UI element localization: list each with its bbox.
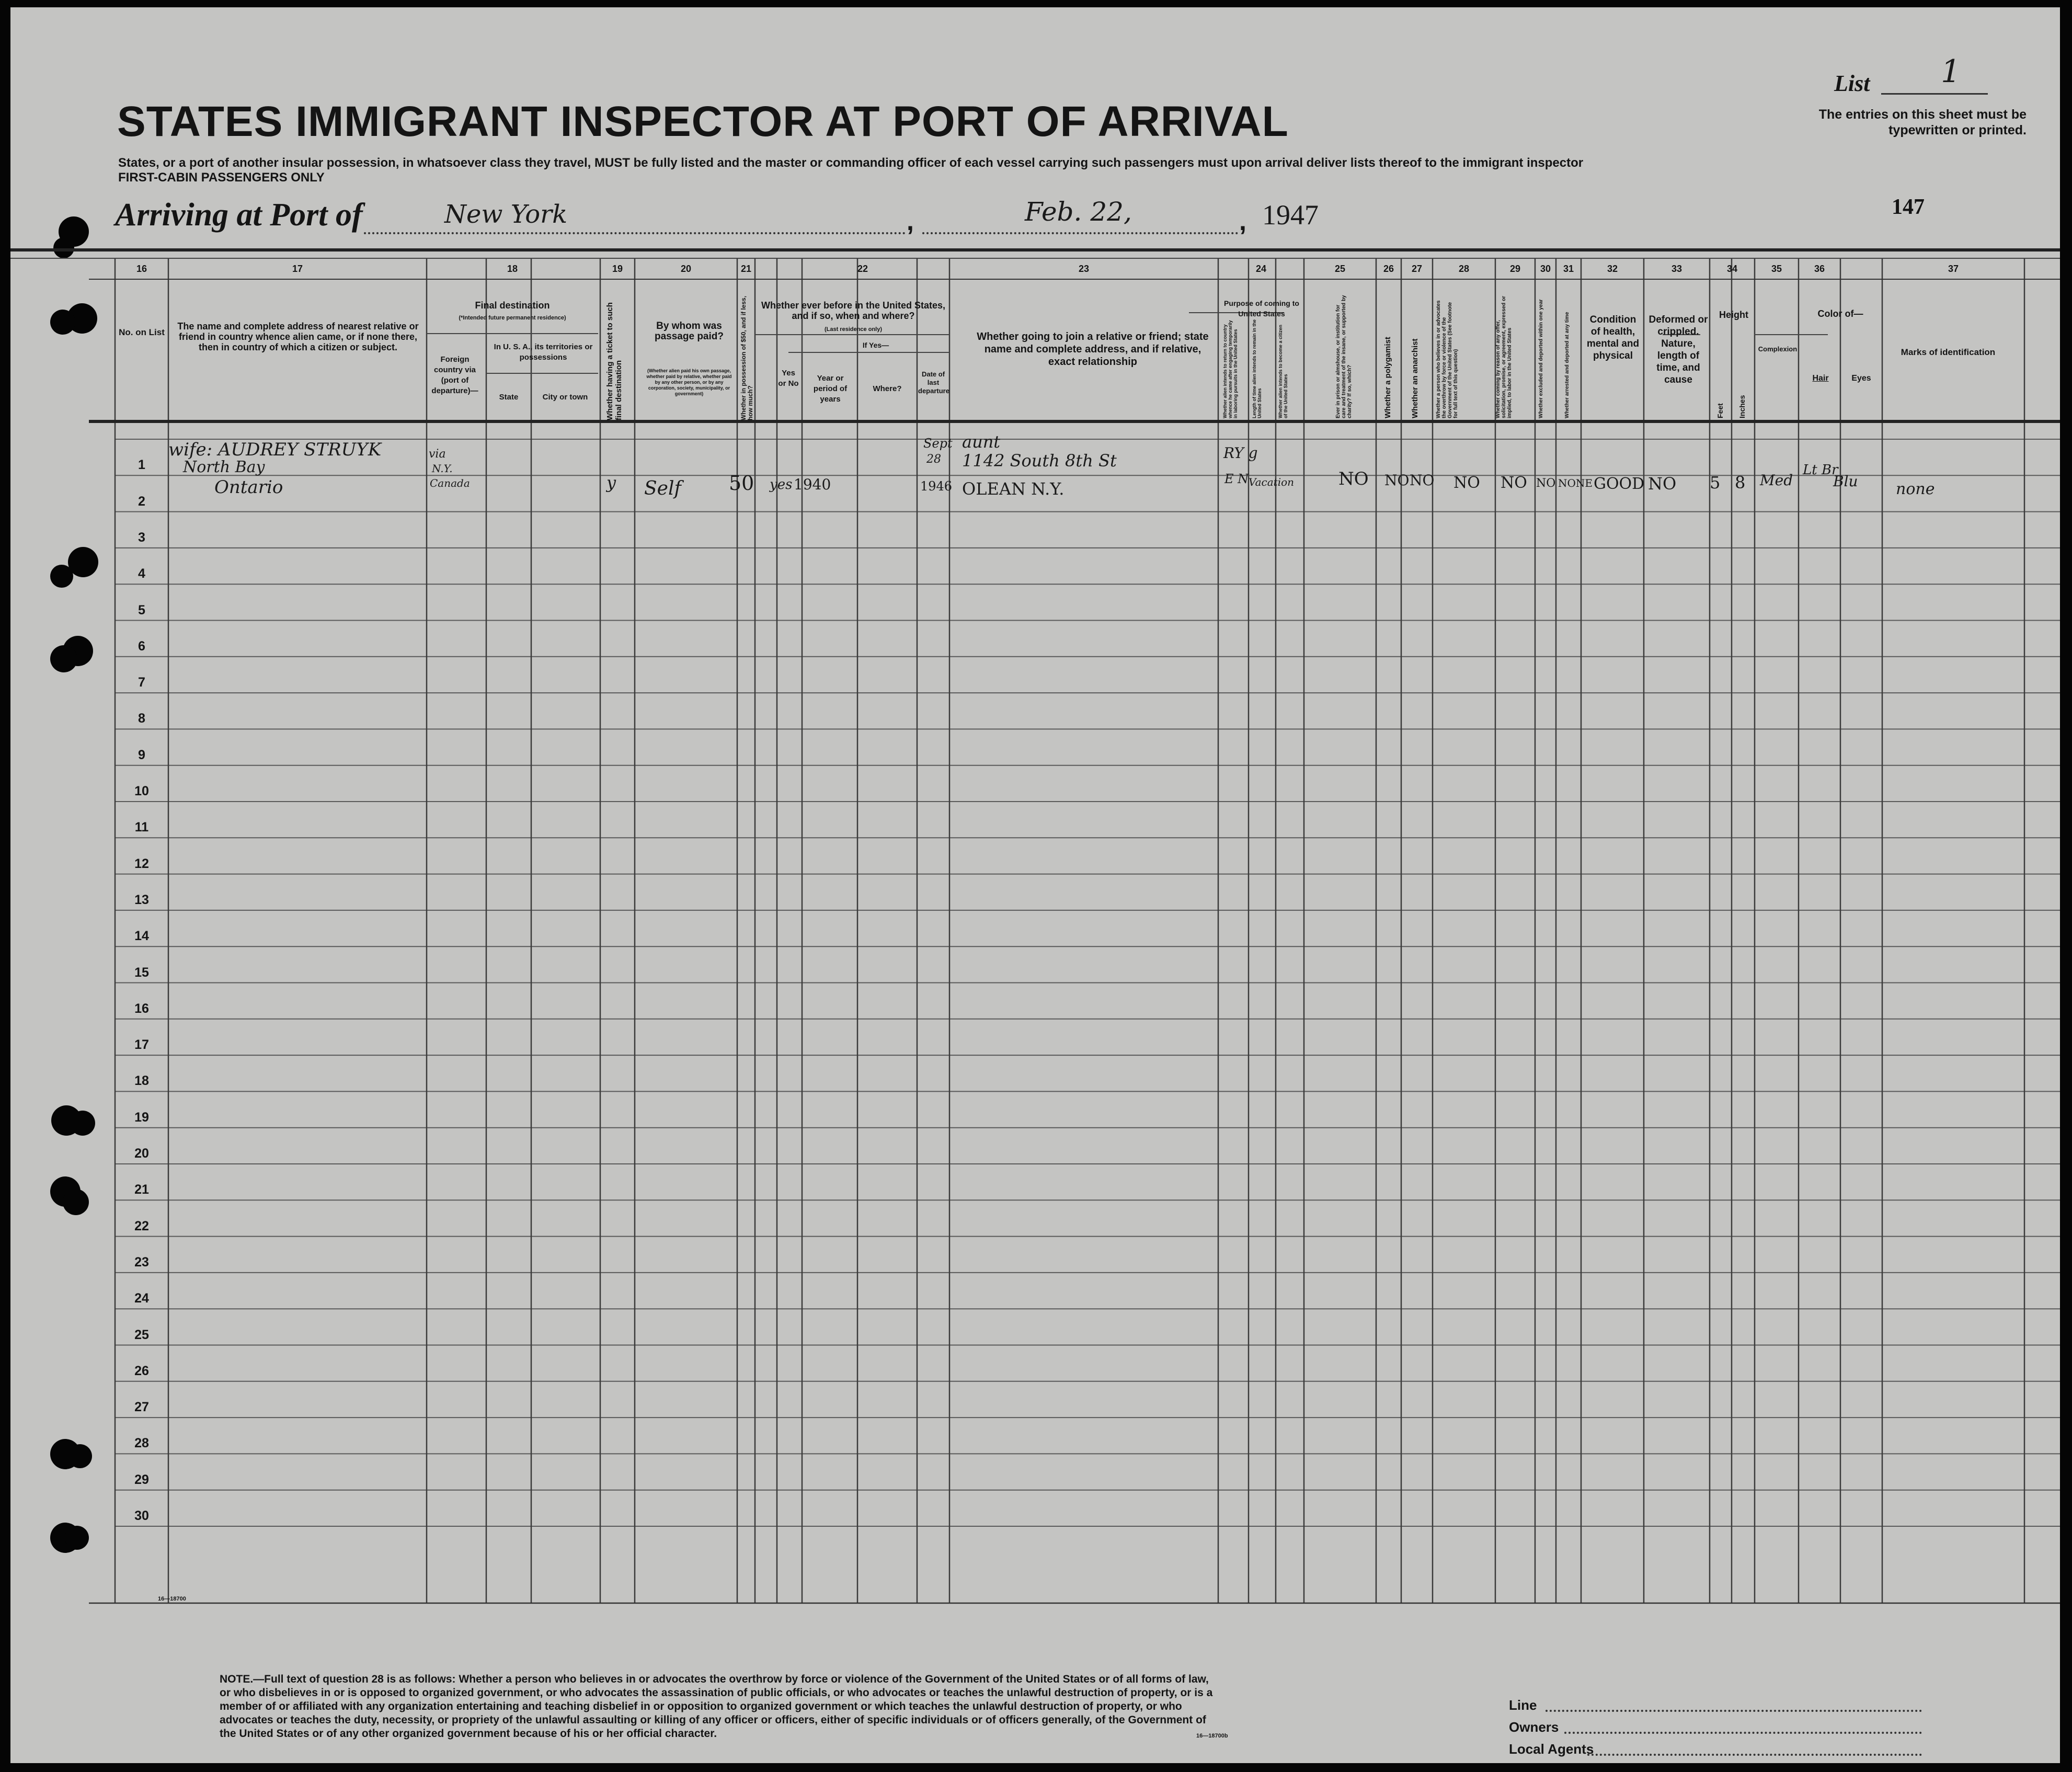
port-value: New York: [444, 200, 568, 229]
list-number: 1: [1941, 53, 1961, 90]
row-number: 24: [134, 1291, 149, 1306]
relative-name: wife: AUDREY STRUYK: [168, 439, 382, 460]
joining-street: 1142 South 8th St: [962, 451, 1117, 471]
col18-city: City or town: [542, 393, 588, 402]
column-number: 24: [1255, 264, 1267, 274]
first-cabin-note: FIRST-CABIN PASSENGERS ONLY: [118, 170, 325, 185]
c29-value: NO: [1501, 474, 1527, 492]
manifest-sheet: [10, 7, 2060, 1763]
relative-province: Ontario: [214, 477, 283, 498]
column-number: 17: [292, 264, 303, 274]
destination-country: Canada: [430, 477, 470, 489]
row-number: 1: [138, 458, 145, 473]
column-number: 21: [740, 264, 752, 274]
instruction-line: States, or a port of another insular possession, in whatsoever class they travel, MUST be fully listed and the master or commanding officer of each vessel carrying such passengers must upon arrival deliver lists thereof to the immigrant inspector: [118, 156, 1584, 170]
col34-feet: Feet: [1716, 403, 1724, 418]
ticket-value: y: [606, 473, 616, 493]
marks-value: none: [1896, 480, 1935, 498]
year-value: 1940: [794, 476, 831, 493]
line-field: [1546, 1710, 1922, 1712]
col37-header: Marks of identification: [1901, 347, 1996, 357]
col30-header: Whether excluded and deported within one year: [1538, 299, 1544, 418]
manifest-grid: [10, 7, 2060, 1763]
col32-header: Condition of health, mental and physical: [1586, 314, 1640, 361]
col27-header: Whether an anarchist: [1411, 338, 1420, 418]
row-number: 16: [134, 1001, 149, 1016]
row-number: 11: [134, 820, 149, 835]
col17-header: The name and complete address of nearest relative or friend in country whence alien came, or if none there, then in country of which a citizen or subject.: [177, 321, 419, 352]
column-number: 31: [1563, 264, 1574, 274]
row-number: 5: [138, 602, 145, 618]
col33-header: Deformed or crippled. Nature, length of time, and cause: [1649, 314, 1708, 385]
row-number: 17: [134, 1037, 149, 1053]
col36-header: Color of—: [1817, 308, 1863, 319]
owners-label: Owners: [1509, 1719, 1559, 1735]
form-code: 16—18700: [158, 1596, 186, 1602]
col24a-header: Whether alien intends to return to country whence he came after engaging temporarily in laboring pursuits in the United States: [1222, 320, 1238, 418]
row-number: 9: [138, 747, 145, 762]
row-number: 21: [134, 1182, 149, 1197]
row-number: 8: [138, 711, 145, 726]
col22-ifyes: If Yes—: [862, 341, 889, 349]
agents-field: [1587, 1754, 1922, 1756]
column-number: 27: [1411, 264, 1423, 274]
column-number: 35: [1771, 264, 1782, 274]
row-number: 22: [134, 1218, 149, 1233]
col22-header: Whether ever before in the United States, and if so, when and where?: [761, 300, 946, 321]
paid-by-value: Self: [644, 478, 681, 499]
column-number: 16: [136, 264, 147, 274]
agents-label: Local Agents: [1509, 1741, 1594, 1757]
list-label: List: [1834, 71, 1870, 96]
entries-note: The entries on this sheet must be typewritten or printed.: [1818, 107, 2027, 138]
col24c-header: Whether alien intends to become a citizen of the United States: [1278, 324, 1288, 418]
row-number: 3: [138, 530, 145, 545]
c25-value: NO: [1338, 468, 1369, 489]
sheet-number: 147: [1892, 195, 1925, 219]
c30-value: NO: [1536, 477, 1556, 490]
departure-day: 28: [926, 453, 941, 466]
height-feet: 5: [1710, 473, 1721, 493]
page-title: STATES IMMIGRANT INSPECTOR AT PORT OF ARRIVAL: [117, 98, 1289, 145]
col19-header: Whether having a ticket to such final destination: [605, 302, 623, 420]
eyes-value: Blu: [1833, 473, 1858, 490]
form-code: 16—18700b: [1196, 1733, 1228, 1739]
col22-yesno: Yes or No: [778, 369, 799, 388]
row-number: 18: [134, 1073, 149, 1089]
year-value: 1947: [1262, 199, 1319, 231]
height-inches: 8: [1735, 473, 1746, 493]
column-number: 36: [1814, 264, 1825, 274]
row-number: 10: [134, 784, 149, 798]
column-number: 19: [612, 264, 623, 274]
before-in-us: yes: [770, 477, 793, 493]
column-number: 32: [1607, 264, 1618, 274]
col35-header: Complexion: [1758, 345, 1798, 353]
col23-header: Whether going to join a relative or friend; state name and complete address, and if relative, exact relationship: [977, 331, 1209, 368]
column-number: 18: [507, 264, 518, 274]
deformed-value: NO: [1648, 474, 1677, 494]
row-number: 29: [134, 1472, 149, 1487]
column-number: 22: [857, 264, 868, 274]
money-value: 50: [729, 472, 754, 495]
column-number: 30: [1540, 264, 1551, 274]
row-number: 15: [134, 965, 149, 980]
comma: ,: [1239, 207, 1246, 236]
col22-date: Date of last departure: [918, 370, 949, 395]
col34-inches: Inches: [1738, 395, 1746, 418]
col28-header: Whether a person who believes in or advocates the overthrow by force or violence of the Government of the United States (See footnote for full text of this question): [1436, 300, 1459, 418]
line-label: Line: [1509, 1697, 1537, 1713]
col16-header: No. on List: [119, 327, 165, 337]
footnote-q28: NOTE.—Full text of question 28 is as follows: Whether a person who believes in or advocates the overthrow by force or violence of the Government of the United States or of all forms of law, or who disbelieves in or is opposed to organized government, or who advocates the assassination of public officials, or who advocates or teaches the unlawful destruction of property, or is a member of or affiliated with any organization entertaining and teaching disbelief in or opposition to organized government or which teaches the unlawful destruction of property, or who advocates or teaches the duty, necessity, or propriety of the unlawful assaulting or killing of any officer or officers, either of specific individuals or of officers generally, of the Government of the United States or of any other organized government because of his or her official character.: [220, 1673, 1213, 1740]
column-number: 26: [1383, 264, 1394, 274]
row-number: 7: [138, 675, 145, 690]
column-number: 33: [1671, 264, 1682, 274]
col29-header: Whether coming by reason of any offer, solicitation, promise, or agreement, expressed or implied, to labor in the United States: [1495, 296, 1513, 418]
col34-header: Height: [1719, 310, 1748, 320]
row-number: 6: [138, 638, 145, 654]
col18-header: Final destination: [475, 300, 550, 311]
column-number: 23: [1078, 264, 1090, 274]
c31-value: NONE: [1558, 477, 1593, 489]
purpose-1: RY g: [1223, 444, 1258, 462]
row-number: 19: [134, 1110, 149, 1125]
col18-usa: In U. S. A., its territories or possessions: [494, 342, 593, 362]
destination-via: via: [429, 448, 446, 461]
destination-port: N.Y.: [432, 462, 453, 475]
owners-field: [1564, 1732, 1922, 1734]
departure-month: Sept: [923, 436, 953, 451]
row-number: 20: [134, 1146, 149, 1161]
col26-header: Whether a polygamist: [1383, 337, 1392, 418]
col20-header: By whom was passage paid?: [655, 321, 724, 342]
col25-header: Ever in prison or almshouse, or institution for care and treatment of the insane, or supported by charity? If so, which?: [1335, 295, 1353, 418]
col22-year: Year or period of years: [813, 374, 848, 404]
column-number: 20: [680, 264, 692, 274]
column-number: 29: [1509, 264, 1521, 274]
departure-year: 1946: [920, 479, 953, 494]
col24-header: Purpose of coming to United States: [1224, 299, 1299, 318]
c26-value: NO: [1384, 472, 1410, 489]
col24b-header: Length of time alien intends to remain in the United States: [1252, 319, 1262, 418]
row-number: 13: [134, 892, 149, 907]
comma: ,: [907, 207, 914, 236]
row-number: 30: [134, 1508, 149, 1523]
col21-header: Whether in possession of $50, and if less, how much?: [740, 295, 754, 420]
col36-eyes: Eyes: [1851, 374, 1871, 383]
c27-value: NO: [1410, 472, 1435, 489]
purpose-3: Vacation: [1249, 476, 1295, 488]
row-number: 27: [134, 1400, 149, 1415]
row-number: 25: [134, 1327, 149, 1342]
column-number: 37: [1948, 264, 1959, 274]
row-number: 4: [138, 566, 145, 581]
row-number: 2: [138, 494, 145, 509]
health-value: GOOD: [1594, 475, 1645, 493]
column-number: 25: [1334, 264, 1346, 274]
row-number: 12: [134, 856, 149, 871]
date-value: Feb. 22,: [1025, 197, 1132, 227]
row-number: 28: [134, 1436, 149, 1451]
col36-hair: Hair: [1812, 374, 1829, 383]
col22-where: Where?: [873, 384, 902, 393]
joining-relation: aunt: [962, 432, 1001, 452]
hair-value: Lt Br: [1803, 462, 1838, 478]
col20-subheader: (Whether alien paid his own passage, whether paid by relative, whether paid by any other person, or by any corporation, society, municipality, or government): [646, 368, 732, 396]
row-number: 14: [134, 929, 149, 944]
row-number: 26: [134, 1363, 149, 1378]
col31-header: Whether arrested and deported at any time: [1564, 312, 1570, 418]
col18-foreign: Foreign country via (port of departure)—: [431, 355, 478, 395]
c28-value: NO: [1453, 474, 1480, 492]
col18-subheader: (*Intended future permanent residence): [459, 315, 566, 321]
relative-city: North Bay: [183, 458, 265, 476]
col18-state: State: [499, 393, 519, 402]
complexion-value: Med: [1760, 472, 1793, 489]
joining-city: OLEAN N.Y.: [962, 479, 1064, 499]
arriving-label: Arriving at Port of: [115, 197, 363, 233]
col22-subheader: (Last residence only): [824, 326, 883, 333]
purpose-2: E N: [1224, 472, 1249, 486]
column-number: 34: [1726, 264, 1738, 274]
row-number: 23: [134, 1254, 149, 1270]
column-number: 28: [1458, 264, 1470, 274]
